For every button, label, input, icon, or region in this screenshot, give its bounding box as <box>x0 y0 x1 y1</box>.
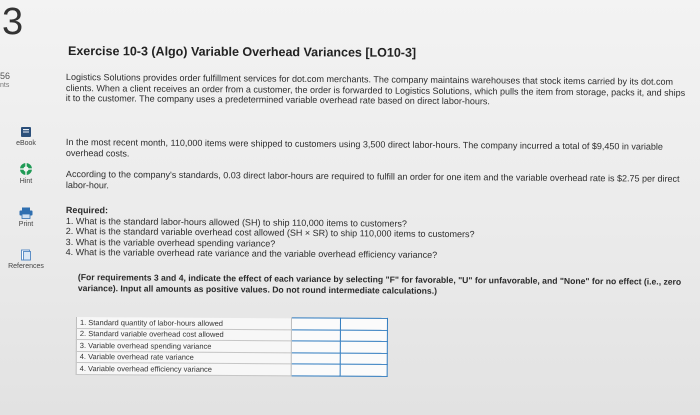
effect-select[interactable] <box>340 364 387 376</box>
ebook-button[interactable] <box>0 126 52 147</box>
points-label: nts <box>0 82 10 89</box>
required-item: 3. What is the variable overhead spending variance? <box>65 236 276 249</box>
row-label: 4. Variable overhead rate variance <box>76 351 291 364</box>
instructions-note: (For requirements 3 and 4, indicate the effect of each variance by selecting "F" for favorable, "U" for unfavorable, and "None" for no effect (i.e., zero variance). Input all amounts as positive values. Do not round intermediate calculations.) <box>77 272 682 296</box>
effect-select[interactable] <box>340 353 387 365</box>
effect-select[interactable] <box>340 341 387 353</box>
row-label: 3. Variable overhead spending variance <box>76 340 291 353</box>
required-item: 2. What is the standard variable overhead cost allowed (SH × SR) to ship 110,000 items to customers? <box>65 225 475 240</box>
standards-paragraph: According to the company's standards, 0.03 direct labor-hours are required to fulfill an order for one item and the variable overhead rate is $2.75 per direct labor-hour. <box>65 169 680 190</box>
amount-input[interactable] <box>291 318 340 330</box>
required-item: 4. What is the variable overhead rate variance and the variable overhead efficiency variance? <box>65 246 438 260</box>
book-icon <box>20 126 32 138</box>
amount-input[interactable] <box>291 352 340 364</box>
exercise-title: Exercise 10-3 (Algo) Variable Overhead Variances [LO10-3] <box>67 44 417 60</box>
ebook-label: eBook <box>16 140 36 147</box>
row-label: 2. Standard variable overhead cost allowed <box>76 328 291 341</box>
intro-paragraph: Logistics Solutions provides order fulfillment services for dot.com merchants. The company maintains warehouses that stock items carried by its dot.com clients. When a client receives an order from a customer, the order is forwarded to Logistics Solutions, which pulls the item from storage, packs it, and ships it to the customer. The company uses a predetermined variable overhead rate based on direct labor-hours. <box>65 72 686 107</box>
row-label: 4. Variable overhead efficiency variance <box>76 363 291 376</box>
references-icon <box>20 249 32 261</box>
references-label: References <box>8 263 44 270</box>
recent-month-paragraph: In the most recent month, 110,000 items were shipped to customers using 3,500 direct labor-hours. The company incurred a total of $9,450 in variable overhead costs. <box>65 137 663 158</box>
hint-label: Hint <box>19 178 33 185</box>
points-value: 56 <box>0 71 11 81</box>
effect-select[interactable] <box>340 318 387 330</box>
hint-button[interactable] <box>0 162 52 185</box>
amount-input[interactable] <box>291 364 340 376</box>
print-label: Print <box>18 221 34 228</box>
required-heading: Required: <box>65 205 109 216</box>
row-label: 1. Standard quantity of labor-hours allowed <box>76 317 291 330</box>
amount-input[interactable] <box>291 341 340 353</box>
points-indicator <box>0 72 22 90</box>
hint-icon <box>19 162 33 176</box>
print-button[interactable] <box>0 207 52 228</box>
table-row <box>76 363 387 376</box>
question-number: 3 <box>2 1 24 43</box>
print-icon <box>19 207 33 219</box>
required-section <box>66 205 691 262</box>
amount-input[interactable] <box>291 329 340 341</box>
effect-select[interactable] <box>340 330 387 342</box>
required-item: 1. What is the standard labor-hours allowed (SH) to ship 110,000 items to customers? <box>65 215 407 229</box>
answer-table <box>76 316 388 376</box>
references-button[interactable] <box>0 249 52 270</box>
